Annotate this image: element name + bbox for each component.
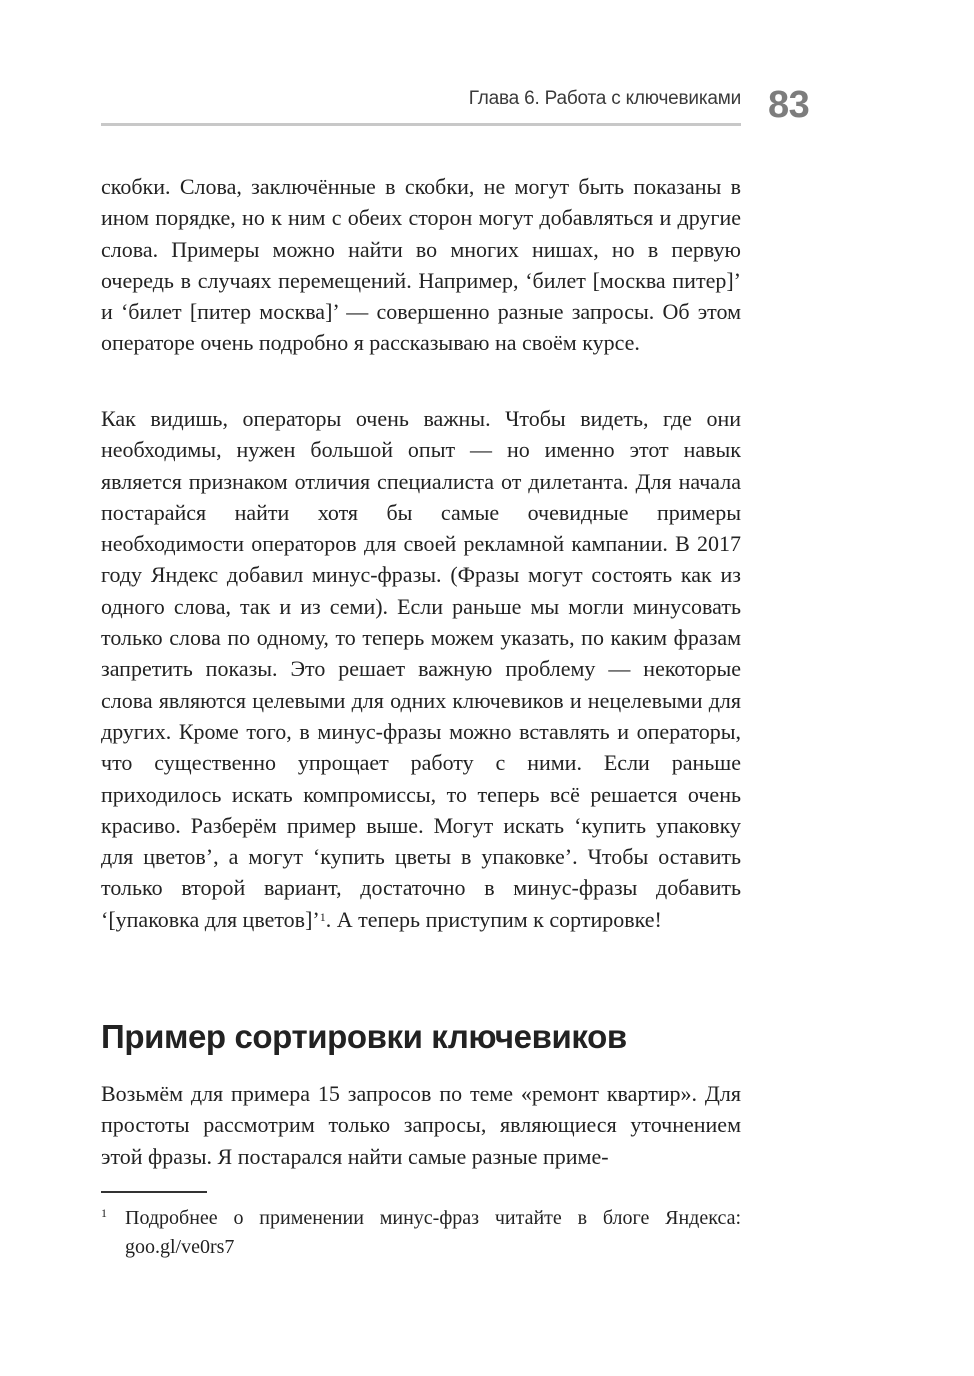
paragraph-2-tail: . А теперь приступим к сортировке! [325,906,662,932]
footnote-divider [101,1191,207,1193]
paragraph-3 [101,1078,741,1172]
paragraph-3-text: Возьмём для примера 15 запросов по теме «ремонт квартир». Для простоты рассмотрим только запросы, являющиеся уточнением этой фразы. Я постарался найти самые разные приме- [101,1081,741,1169]
section-heading: Пример сортировки ключевиков [101,1018,627,1055]
footnote [101,1204,741,1262]
page-number: 83 [768,84,810,126]
footnote-text: Подробнее о применении минус-фраз читайте в блоге Яндекса: goo.gl/ve0rs7 [125,1207,741,1258]
paragraph-2 [101,403,741,935]
paragraph-1 [101,171,741,359]
paragraph-2-main: Как видишь, операторы очень важны. Чтобы видеть, где они необходимы, нужен большой опыт — но именно этот навык является признаком отличия специалиста от дилетанта. Для начала постарайся найти хотя бы самые очевидные примеры необходимости операторов для своей рекламной кампании. В 2017 году Яндекс добавил минус-фразы. (Фразы могут состоять как из одного слова, так и из семи). Если раньше мы могли минусовать только слова по одному, то теперь можем указать, по каким фразам запретить показы. Это решает важную проблему — некоторые слова являются целевыми для одних ключевиков и нецелевыми для других. Кроме того, в минус-фразы можно вставлять и операторы, что существенно упрощает работу с ними. Если раньше приходилось искать компромиссы, то теперь всё решается очень красиво. Разберём пример выше. Могут искать ‘купить упаковку для цветов’, а могут ‘купить цветы в упаковке’. Чтобы оставить только второй вариант, достаточно в минус-фразы добавить ‘[упаковка для цветов]’ [101,406,741,932]
paragraph-1-text: скобки. Слова, заключённые в скобки, не могут быть показаны в ином порядке, но к ним с обеих сторон могут добавляться и другие слова. Примеры можно найти во многих нишах, но в первую очередь в случаях перемещений. Например, ‘билет [москва питер]’ и ‘билет [питер москва]’ — совершенно разные запросы. Об этом операторе очень подробно я рассказываю на своём курсе. [101,174,741,356]
running-title: Глава 6. Работа с ключевиками [468,88,741,109]
paragraph-2-text [101,403,741,935]
footnote-marker: 1 [101,1206,107,1220]
header-divider [101,123,741,126]
footnote-reference[interactable]: 1 [319,909,326,924]
